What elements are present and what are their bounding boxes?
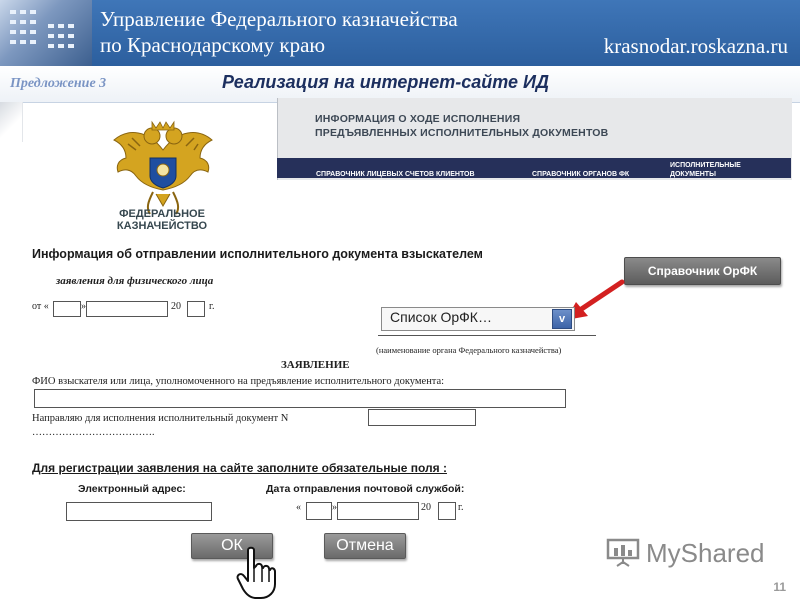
post-month-input[interactable] — [337, 502, 419, 520]
date-quote-close: » — [81, 301, 86, 312]
eagle-crest-icon — [108, 110, 218, 222]
treasury-logo-text — [98, 208, 226, 232]
date-year-prefix: 20 — [171, 301, 181, 312]
building-photo — [0, 0, 92, 66]
nav-fk-bodies[interactable]: СПРАВОЧНИК ОРГАНОВ ФК — [532, 171, 630, 178]
watermark — [606, 536, 776, 570]
watermark-text: MyShared — [646, 538, 765, 568]
page-curl-decoration — [0, 102, 23, 142]
post-year-input[interactable] — [438, 502, 456, 520]
info-heading-line1: ИНФОРМАЦИЯ О ХОДЕ ИСПОЛНЕНИЯ — [315, 113, 521, 125]
date-prefix: от « — [32, 301, 49, 312]
date-day-input[interactable] — [53, 301, 81, 317]
orfk-select-value: Список ОрФК… — [390, 309, 492, 325]
nav-exec-docs-line1[interactable]: ИСПОЛНИТЕЛЬНЫЕ — [670, 162, 741, 169]
form-subtitle: заявления для физического лица — [56, 275, 214, 287]
header-title — [100, 6, 458, 58]
orfk-caption: (наименование органа Федерального казначейства) — [376, 345, 562, 355]
chevron-down-icon[interactable]: v — [552, 309, 572, 329]
email-label: Электронный адрес: — [78, 483, 186, 495]
date-year-input[interactable] — [187, 301, 205, 317]
header-site-link[interactable]: krasnodar.roskazna.ru — [603, 34, 788, 58]
email-input[interactable] — [66, 502, 212, 521]
post-date-label: Дата отправления почтовой службой: — [266, 483, 465, 495]
form-heading: Информация об отправлении исполнительного документа взыскателем — [32, 247, 483, 261]
header-title-line1: Управление Федерального казначейства — [100, 7, 458, 31]
post-year-suffix: г. — [458, 502, 464, 513]
register-note: Для регистрации заявления на сайте заполните обязательные поля : — [32, 461, 447, 475]
presentation-board-icon — [606, 538, 640, 568]
ok-button[interactable]: ОК — [191, 533, 273, 559]
info-heading-line2: ПРЕДЪЯВЛЕННЫХ ИСПОЛНИТЕЛЬНЫХ ДОКУМЕНТОВ — [315, 127, 609, 139]
doc-dots: ………………………………. — [32, 427, 155, 438]
nav-client-accounts[interactable]: СПРАВОЧНИК ЛИЦЕВЫХ СЧЕТОВ КЛИЕНТОВ — [316, 171, 475, 178]
logo-line2: КАЗНАЧЕЙСТВО — [116, 220, 208, 232]
orfk-directory-button[interactable]: Справочник ОрФК — [624, 257, 781, 285]
post-date-close: » — [332, 502, 337, 513]
fio-label: ФИО взыскателя или лица, уполномоченного на предъявление исполнительного документа: — [32, 376, 445, 387]
orfk-underline — [378, 335, 596, 336]
page-number: 11 — [773, 580, 786, 594]
fio-input[interactable] — [34, 389, 566, 408]
cancel-button[interactable]: Отмена — [324, 533, 406, 559]
header-title-line2: по Краснодарскому краю — [100, 33, 326, 57]
statement-title: ЗАЯВЛЕНИЕ — [281, 359, 350, 371]
date-month-input[interactable] — [86, 301, 168, 317]
proposal-label: Предложение 3 — [10, 76, 107, 91]
doc-label: Направляю для исполнения исполнительный документ N — [32, 413, 289, 424]
date-year-suffix: г. — [209, 301, 215, 312]
hand-cursor-icon — [236, 546, 276, 600]
post-date-open: « — [296, 502, 301, 513]
post-year-prefix: 20 — [421, 502, 431, 513]
post-day-input[interactable] — [306, 502, 332, 520]
doc-number-input[interactable] — [368, 409, 476, 426]
section-title: Реализация на интернет-сайте ИД — [222, 72, 549, 92]
logo-line1: ФЕДЕРАЛЬНОЕ — [119, 208, 205, 220]
nav-exec-docs-line2[interactable]: ДОКУМЕНТЫ — [670, 171, 716, 178]
info-panel-heading — [315, 112, 608, 140]
